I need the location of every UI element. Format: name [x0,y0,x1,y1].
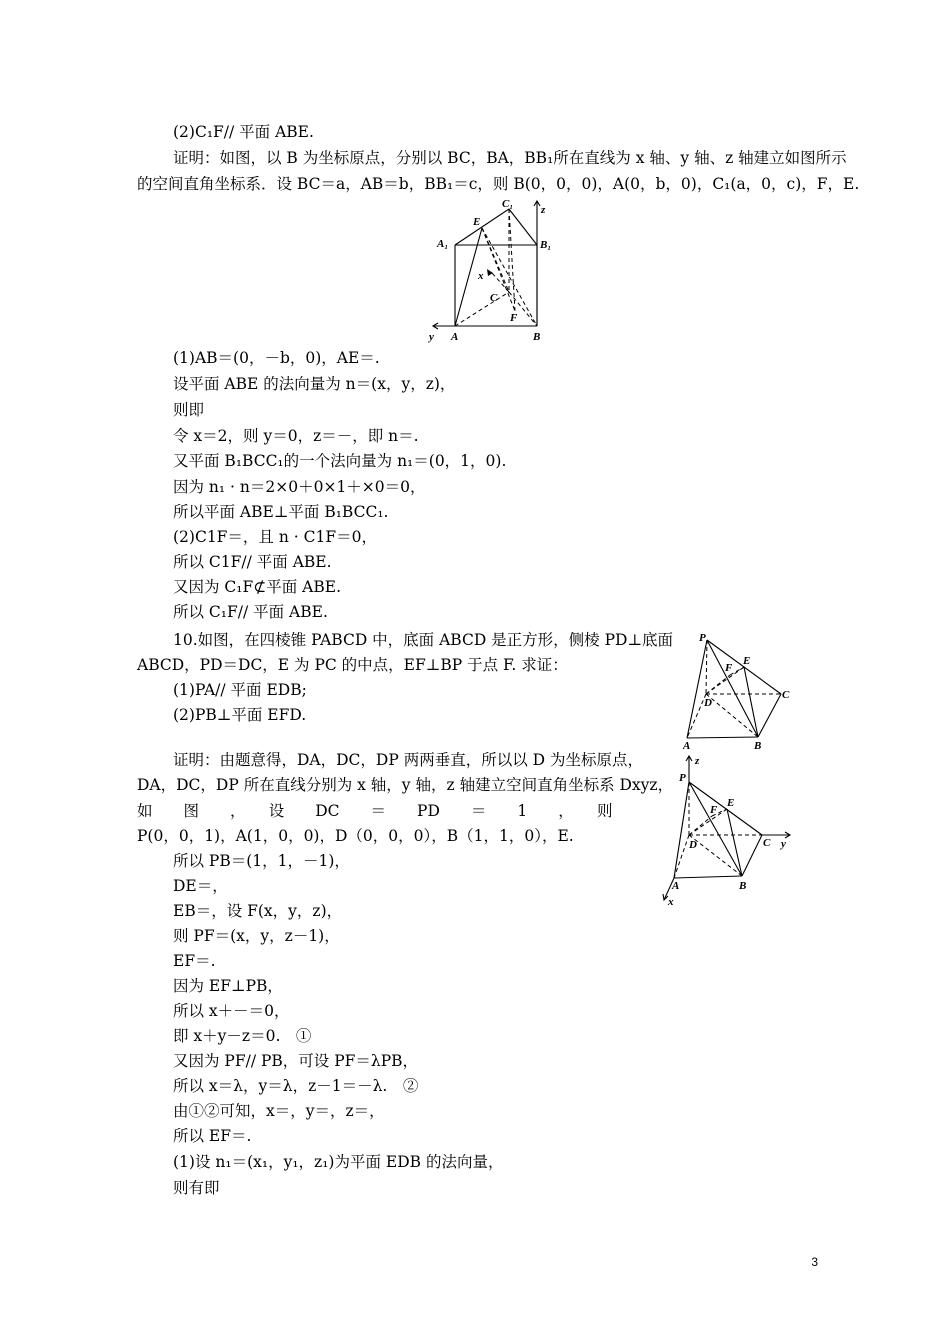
label-E: E [743,655,751,667]
line-15: 10.如图，在四棱锥 PABCD 中，底面 ABCD 是正方形，侧棱 PD⊥底面 [173,631,674,649]
pyramid-diagram [670,628,800,753]
line-36: 则有即 [173,1179,220,1197]
line-16: ABCD，PD＝DC，E 为 PC 的中点，EF⊥BP 于点 F. 求证： [137,656,568,674]
line-17: (1)PA// 平面 EDB; [173,681,307,699]
label-P: P [679,772,686,784]
label-C: C [782,689,790,701]
prism-diagram [425,195,555,345]
line-33: 由①②可知，x＝，y＝，z＝， [173,1102,385,1120]
line-8: 又平面 B₁BCC₁的一个法向量为 n₁＝(0，1，0). [173,452,507,470]
label-B: B [739,880,747,892]
label-x: x [478,270,484,282]
label-E: E [727,797,735,809]
line-22: P(0，0，1)，A(1，0，0)，D（0，0，0），B（1，1，0），E. [137,827,574,845]
line-34: 所以 EF＝. [173,1127,252,1145]
line-18: (2)PB⊥平面 EFD. [173,706,307,724]
label-C1: C₁ [502,198,514,210]
label-C: C [763,837,771,849]
line-9: 因为 n₁ · n＝2×0＋0×1＋×0＝0， [173,478,426,496]
label-D: D [689,839,697,851]
line-25: EB＝，设 F(x，y，z)， [173,902,343,920]
line-20: DA，DC，DP 所在直线分别为 x 轴，y 轴，z 轴建立空间直角坐标系 Dxyz， [137,776,674,794]
line-30: 即 x＋y－z＝0. ① [173,1027,312,1045]
label-D: D [704,697,712,709]
pyramid-axes-figure [652,752,802,912]
line-27: EF＝. [173,952,216,970]
line-10: 所以平面 ABE⊥平面 B₁BCC₁. [173,503,389,521]
line-28: 因为 EF⊥PB， [173,977,283,995]
line-24: DE＝， [173,877,228,895]
label-A: A [683,740,691,752]
label-P: P [699,632,706,644]
pyramid-axes-diagram [652,752,802,912]
label-A1: A₁ [437,238,449,250]
line-13: 又因为 C₁F⊄平面 ABE. [173,578,341,596]
line-1: (2)C₁F// 平面 ABE. [173,123,314,141]
line-2: 证明：如图，以 B 为坐标原点，分别以 BC，BA，BB₁所在直线为 x 轴、y 轴、z 轴建立如图所示 [173,149,847,167]
label-A: A [672,880,680,892]
line-14: 所以 C₁F// 平面 ABE. [173,603,328,621]
line-3: 的空间直角坐标系．设 BC＝a，AB＝b，BB₁＝c，则 B(0，0，0)，A(0，b，0)，C₁(a，0，c)，F，E. [137,175,860,193]
label-y: y [429,331,434,343]
line-32: 所以 x＝λ，y＝λ，z－1＝－λ. ② [173,1077,419,1095]
label-B: B [533,331,541,343]
line-35: (1)设 n₁＝(x₁，y₁，z₁)为平面 EDB 的法向量， [173,1153,504,1171]
label-x: x [668,896,674,908]
label-F: F [710,804,718,816]
label-E: E [473,216,481,228]
line-6: 则即 [173,401,205,419]
line-26: 则 PF＝(x，y，z－1)， [173,927,340,945]
line-11: (2)C1F＝，且 n · C1F＝0， [173,528,377,546]
line-21: 如 图 ， 设 DC ＝ PD ＝ 1 ， 则 [137,802,613,820]
line-4: (1)AB＝(0，－b，0)，AE＝. [173,349,380,367]
label-B: B [754,740,762,752]
label-B1: B₁ [540,239,552,251]
line-29: 所以 x＋－＝0， [173,1002,290,1020]
label-z: z [541,204,546,216]
line-31: 又因为 PF// PB，可设 PF＝λPB， [173,1052,419,1070]
line-19: 证明：由题意得，DA，DC，DP 两两垂直，所以以 D 为坐标原点， [173,751,643,769]
label-y: y [781,838,786,850]
label-C: C [490,292,498,304]
label-z: z [695,755,700,767]
page-number: 3 [811,1255,818,1269]
label-F: F [725,662,733,674]
label-A: A [451,331,459,343]
line-5: 设平面 ABE 的法向量为 n＝(x，y，z)， [173,375,456,393]
line-7: 令 x＝2，则 y＝0，z＝－，即 n＝. [173,427,419,445]
pyramid-figure [670,628,800,753]
line-12: 所以 C1F// 平面 ABE. [173,553,332,571]
line-23: 所以 PB＝(1，1，－1)， [173,852,350,870]
label-F: F [510,312,518,324]
prism-figure [425,195,555,345]
